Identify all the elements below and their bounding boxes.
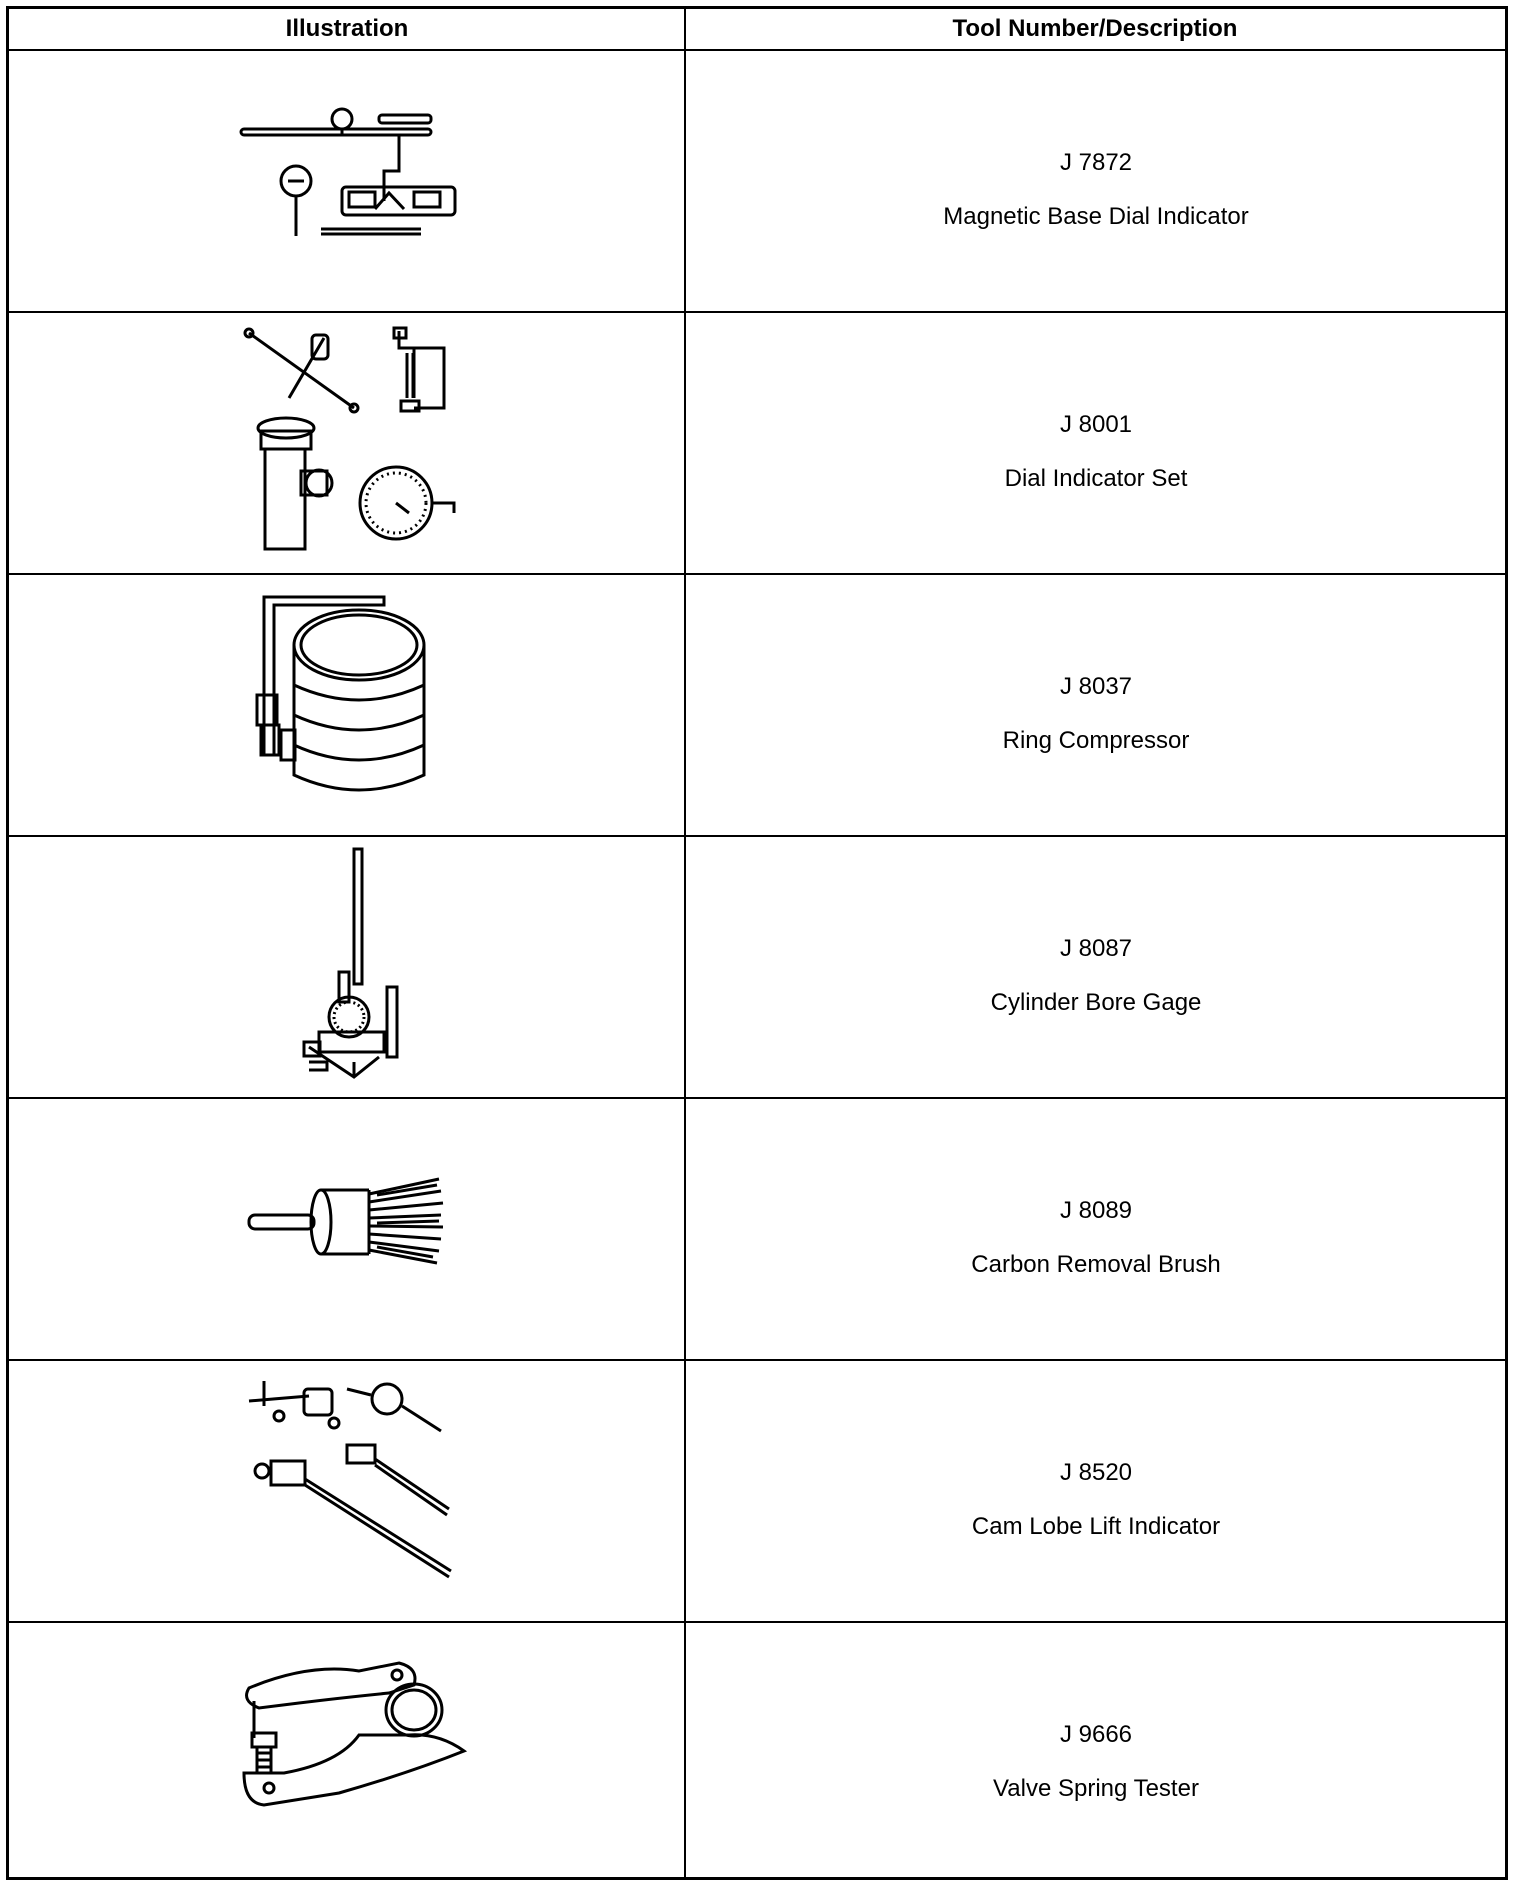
table-row xyxy=(9,837,1505,1099)
ring-compressor-illustration xyxy=(9,575,684,835)
special-tools-table xyxy=(6,6,1508,1880)
header-illustration: Illustration xyxy=(285,15,409,42)
table-row xyxy=(9,1623,1505,1885)
tool-number: J 8089 xyxy=(1059,1197,1133,1224)
tool-number: J 8001 xyxy=(1059,411,1133,438)
tool-cell xyxy=(686,51,1506,311)
tool-description: Cam Lobe Lift Indicator xyxy=(971,1513,1221,1540)
header-tool-number-description: Tool Number/Description xyxy=(952,15,1238,42)
tool-cell xyxy=(686,1361,1506,1621)
tool-description: Ring Compressor xyxy=(1002,727,1190,754)
tool-cell xyxy=(686,1623,1506,1885)
table-header xyxy=(9,9,1505,51)
tool-description: Valve Spring Tester xyxy=(993,1775,1199,1802)
tool-number: J 7872 xyxy=(1059,149,1133,176)
table-row xyxy=(9,575,1505,837)
tool-number: J 8037 xyxy=(1059,673,1133,700)
table-row xyxy=(9,1361,1505,1623)
tool-cell xyxy=(686,575,1506,835)
table-row xyxy=(9,313,1505,575)
tool-number: J 8520 xyxy=(1059,1459,1133,1486)
tool-description: Dial Indicator Set xyxy=(1004,465,1188,492)
tool-cell xyxy=(686,1099,1506,1359)
tool-description: Cylinder Bore Gage xyxy=(990,989,1202,1016)
cam-lobe-lift-indicator-illustration xyxy=(9,1361,684,1621)
tool-cell xyxy=(686,837,1506,1097)
table-row xyxy=(9,51,1505,313)
dial-indicator-set-illustration xyxy=(9,313,684,573)
cylinder-bore-gage-illustration xyxy=(9,837,684,1097)
table-row xyxy=(9,1099,1505,1361)
tool-number: J 8087 xyxy=(1059,935,1133,962)
tool-number: J 9666 xyxy=(1059,1721,1133,1748)
carbon-removal-brush-illustration xyxy=(9,1099,684,1359)
tool-description: Carbon Removal Brush xyxy=(971,1251,1221,1278)
valve-spring-tester-illustration xyxy=(9,1623,684,1885)
tool-description: Magnetic Base Dial Indicator xyxy=(943,203,1249,230)
magnetic-base-dial-indicator-illustration xyxy=(9,51,684,311)
tool-cell xyxy=(686,313,1506,573)
